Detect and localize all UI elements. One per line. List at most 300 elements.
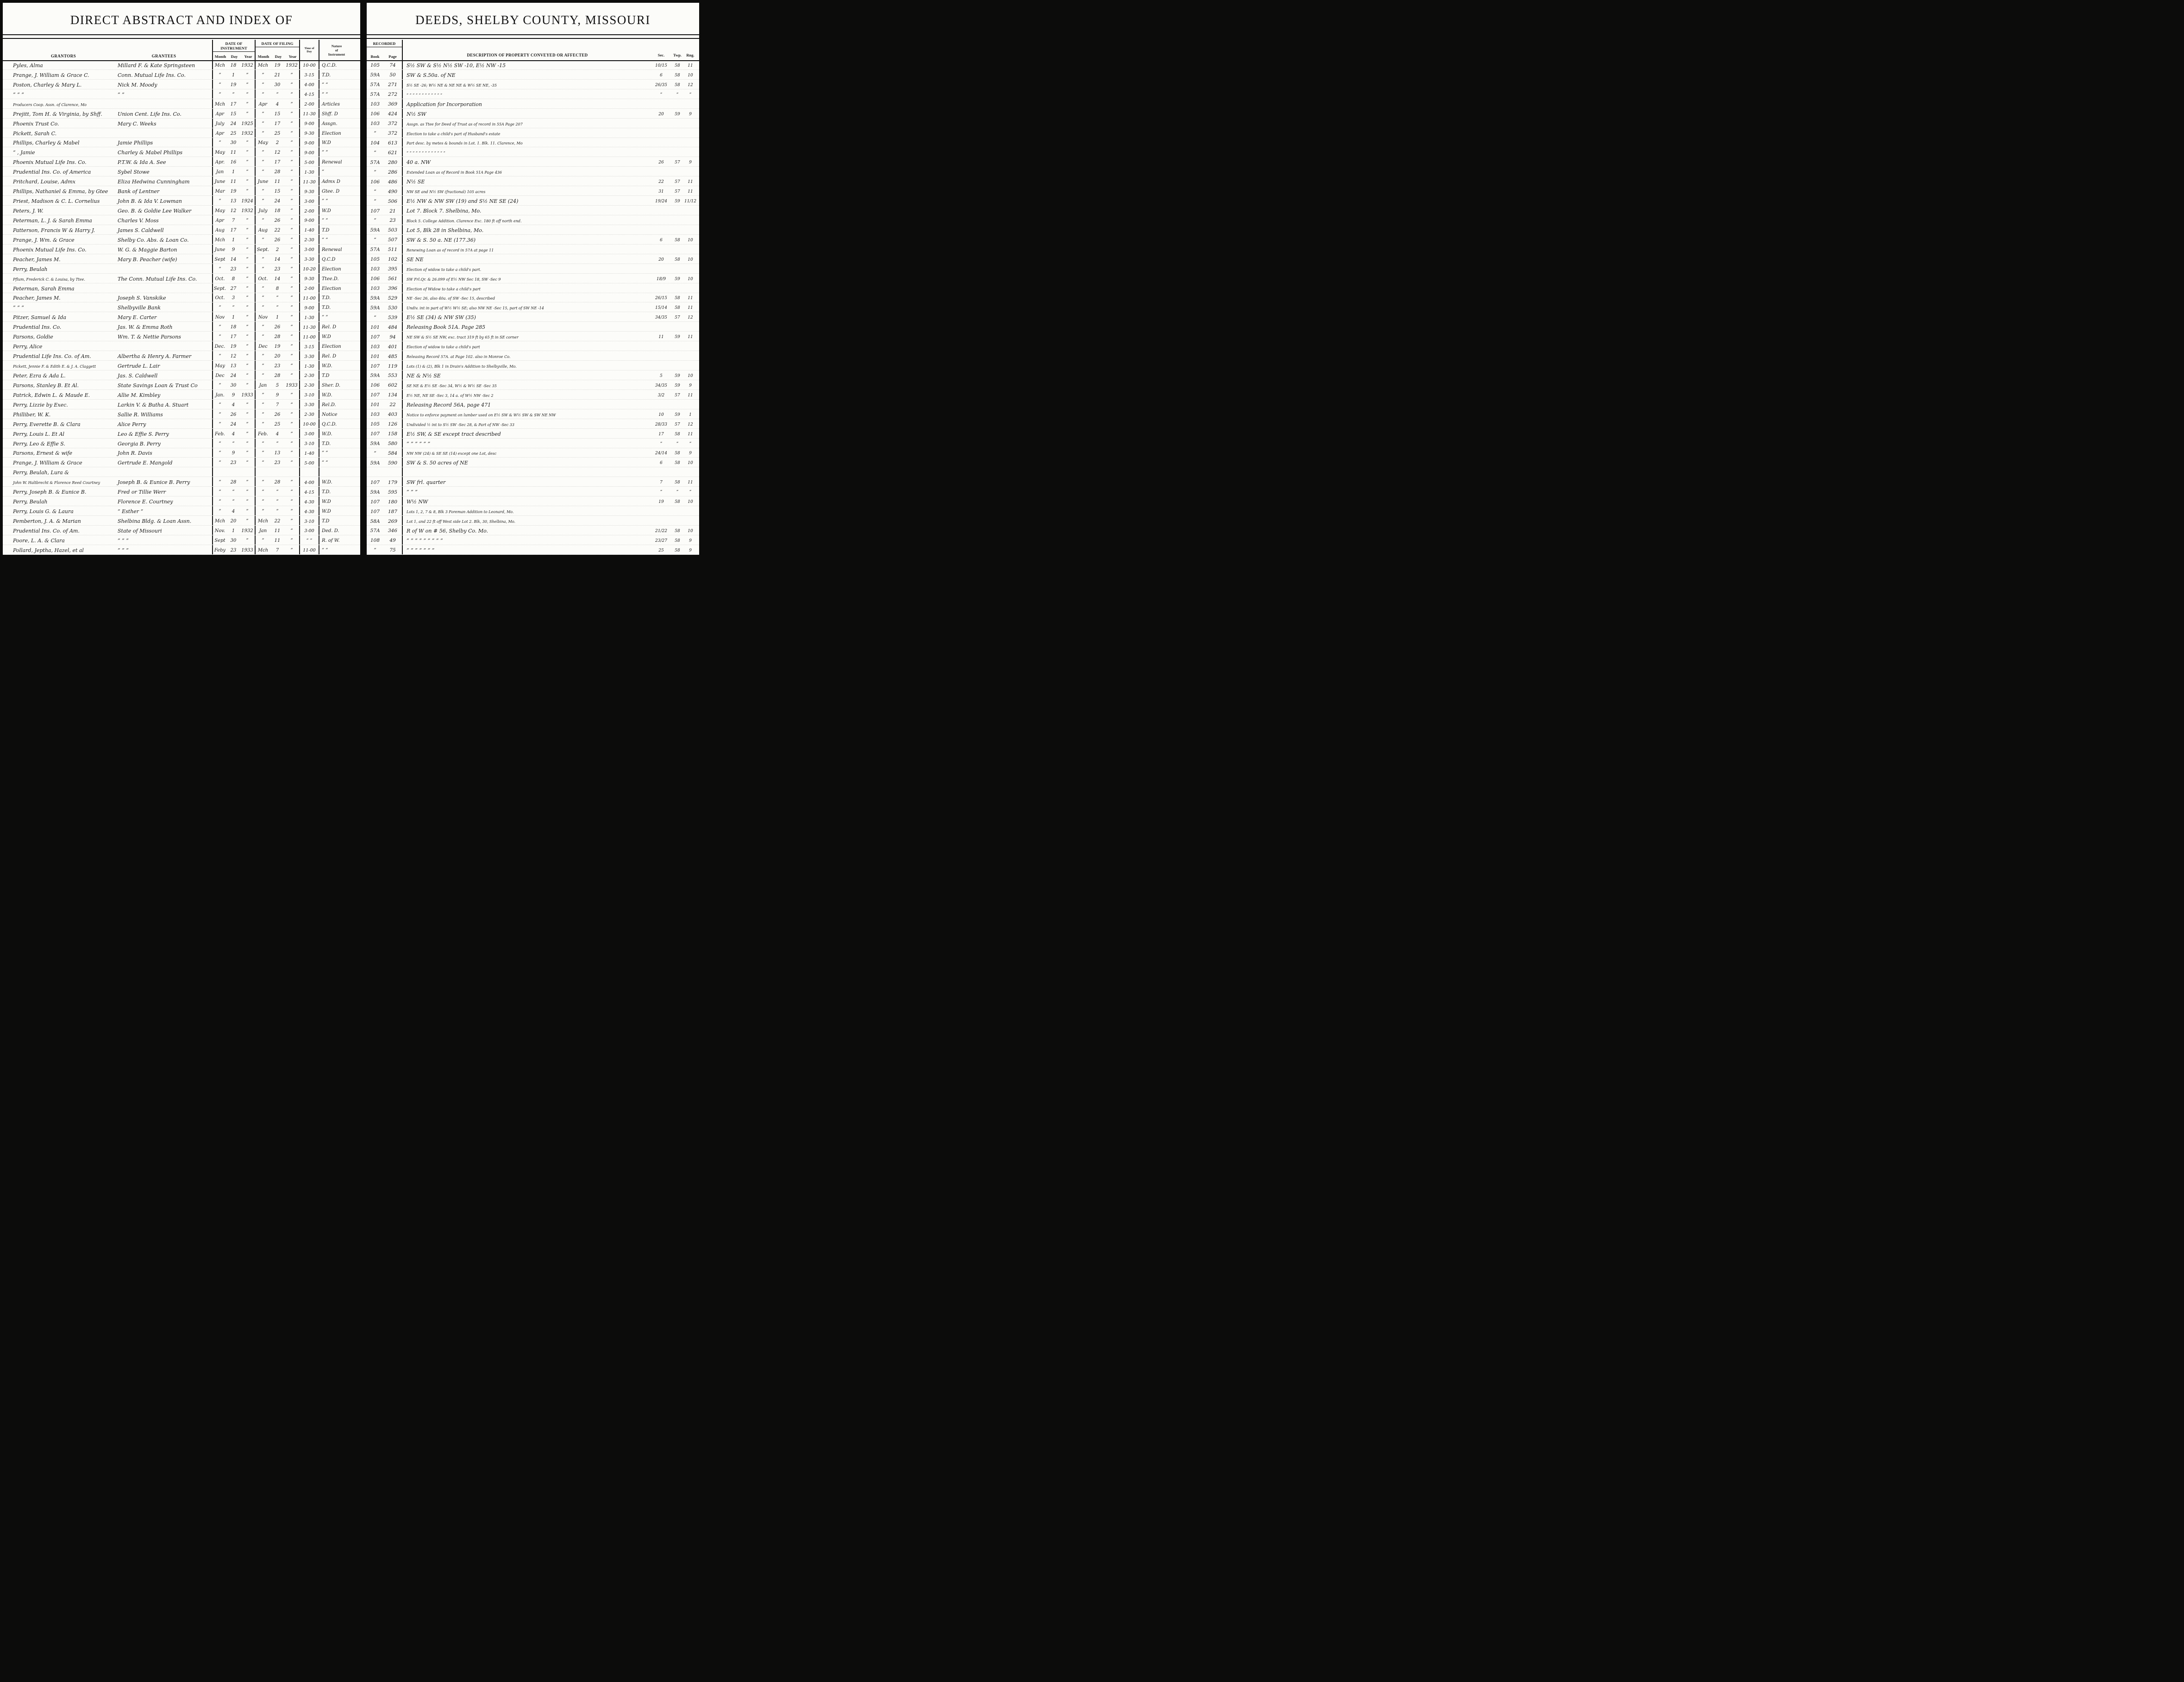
description-cell: S½ SW & S½ N½ SW -10, E½ NW -15 (402, 60, 652, 69)
instrument-month-cell: ” (212, 351, 227, 360)
rng-cell: 10 (688, 373, 693, 378)
nature-cell: ” (319, 167, 354, 176)
description-cell: ” ” ” (402, 487, 652, 496)
instrument-day-cell: ” (232, 499, 235, 505)
description-cell: Undiv. int in part of W½ W½ SE; also NW NE -Sec 15, part of SW NE -14 (402, 302, 652, 312)
rng-cell: 10 (688, 257, 693, 262)
grantors-cell: Pritchard, Louise, Admx (13, 179, 75, 185)
twp-cell: 58 (675, 73, 680, 78)
time-of-day-cell: 11-00 (299, 545, 319, 554)
twp-header: Twp. (673, 53, 682, 57)
instrument-year-cell: ” (246, 364, 249, 369)
instrument-month-cell: ” (212, 458, 227, 467)
ledger-row-right (367, 176, 699, 186)
filing-month-cell: ” (255, 167, 270, 176)
grantors-cell: Peacher, James M. (13, 256, 61, 263)
filing-day-cell: 28 (274, 169, 281, 175)
grantors-cell: Phillips, Charley & Mabel (13, 140, 80, 146)
filing-day-cell: 1 (275, 315, 279, 320)
filing-year-label: Year (288, 54, 297, 59)
instrument-year-cell: ” (246, 179, 249, 185)
filing-year-cell: ” (290, 237, 293, 243)
ledger-row-right (367, 390, 699, 400)
book-cell: 57A (370, 528, 380, 534)
filing-year-cell: ” (290, 121, 293, 126)
time-of-day-cell: 9-30 (299, 274, 319, 283)
nature-cell: T.D. (319, 439, 354, 448)
book-cell (367, 467, 383, 477)
rng-cell (684, 119, 696, 128)
instrument-year-cell: 1932 (241, 528, 253, 533)
time-of-day-cell: 2-30 (299, 380, 319, 389)
page-cell: 158 (388, 431, 398, 437)
page-cell: 102 (388, 257, 398, 263)
ledger-row-right (367, 128, 699, 138)
grantees-cell: Charley & Mabel Phillips (118, 150, 182, 156)
grantees-cell: John R. Davis (118, 450, 152, 457)
instrument-day-cell: 20 (230, 519, 237, 524)
nature-cell: Renewal (319, 157, 354, 166)
filing-month-cell: ” (255, 109, 270, 118)
instrument-day-cell: 12 (230, 208, 237, 213)
rng-header: Rng. (686, 53, 695, 57)
description-cell: SW & S. 50 a. NE (177.36) (402, 235, 652, 244)
filing-day-cell: ” (276, 509, 279, 515)
instrument-month-cell: ” (212, 196, 227, 205)
time-of-day-cell: 1-40 (299, 448, 319, 458)
ledger-row-left (3, 157, 360, 167)
grantees-cell: Millard F. & Kate Springsteen (118, 62, 195, 69)
nature-cell: W.D. (319, 429, 354, 438)
time-of-day-cell: 3-15 (299, 70, 319, 79)
filing-day-cell: 26 (274, 218, 281, 223)
nature-cell: Sher. D. (319, 380, 354, 389)
ledger-row-right (367, 477, 699, 487)
sec-cell (652, 361, 670, 370)
rng-cell: 12 (688, 315, 693, 320)
time-of-day-cell: 11-30 (299, 109, 319, 118)
time-of-day-cell: 3-00 (299, 245, 319, 254)
grantees-cell: Gertrude E. Mangold (118, 460, 173, 466)
description-cell: E½ NW & NW SW (19) and S½ NE SE (24) (402, 196, 652, 205)
nature-header (319, 40, 354, 60)
grantors-cell: Perry, Beulah (13, 266, 48, 272)
instrument-day-cell: 7 (232, 218, 235, 223)
grantors-cell: Poston, Charley & Mary L. (13, 82, 82, 88)
book-cell: 107 (370, 499, 380, 505)
book-cell: 104 (370, 140, 380, 146)
ledger-row-right (367, 196, 699, 206)
sec-cell: ” (660, 490, 663, 495)
grantors-cell: Perry, Alice (13, 344, 43, 350)
grantors-cell: Prudential Ins. Co. of Am. (13, 527, 80, 534)
ledger-row-right (367, 264, 699, 274)
instrument-month-cell: ” (212, 89, 227, 99)
book-cell: ” (374, 169, 376, 175)
nature-cell: Ded. D. (319, 526, 354, 535)
instrument-month-cell: Aug (212, 225, 227, 234)
description-cell: E½ SW, & SE except tract described (402, 429, 652, 438)
grantees-cell: Larkin V. & Butha A. Stuart (118, 402, 189, 408)
twp-cell: 58 (675, 257, 680, 262)
grantees-cell: State Savings Loan & Trust Co (118, 382, 198, 389)
instrument-month-cell: Sept (212, 254, 227, 264)
time-of-day-cell: 4-00 (299, 80, 319, 89)
instrument-day-cell: 4 (232, 509, 235, 515)
title-rule-bottom-r (367, 38, 699, 39)
filing-day-cell: 15 (274, 189, 281, 195)
left-rows (3, 60, 360, 555)
instrument-year-cell: ” (246, 72, 249, 78)
nature-cell: T.D (319, 225, 354, 234)
grantees-cell: Bank of Lentner (118, 188, 160, 195)
rng-cell (684, 128, 696, 138)
filing-year-cell: ” (290, 325, 293, 330)
instrument-year-cell: ” (246, 140, 249, 146)
filing-year-cell: ” (290, 315, 293, 320)
ledger-row-right (367, 206, 699, 215)
nature-cell: ” ” (319, 80, 354, 89)
filing-day-cell: 15 (274, 111, 281, 117)
description-cell: S½ SE -26; W½ NE & NE NE & W½ SE NE, -35 (402, 80, 652, 89)
ledger-row-right (367, 215, 699, 225)
ledger-row-left (3, 70, 360, 80)
twp-cell: 59 (675, 335, 680, 340)
filing-month-cell: ” (255, 147, 270, 157)
sec-cell: 34/35 (655, 315, 667, 320)
grantees-cell (116, 341, 212, 351)
time-of-day-cell: 4-00 (299, 477, 319, 486)
nature-cell: ” ” (319, 448, 354, 458)
instrument-day-cell: 19 (230, 344, 237, 350)
ledger-row-right (367, 439, 699, 448)
grantees-cell: ” ” ” (118, 547, 129, 553)
ledger-row-left (3, 467, 360, 477)
instrument-day-cell: 23 (230, 266, 237, 272)
filing-year-cell: ” (290, 334, 293, 340)
ledger-row-right (367, 157, 699, 167)
grantors-cell: Pyles, Alma (13, 62, 43, 69)
title-rule-bottom (3, 38, 360, 39)
recorded-label: RECORDED (367, 40, 402, 47)
nature-cell: T.D. (319, 302, 354, 312)
page-cell (383, 467, 402, 477)
grantors-cell: ” ” ” (13, 305, 24, 311)
filing-month-cell: Nov (255, 312, 270, 321)
instrument-day-cell: 11 (230, 179, 237, 185)
nature-cell: Articles (319, 99, 354, 108)
instrument-year-cell: 1933 (241, 547, 253, 553)
filing-month-cell: ” (255, 409, 270, 419)
ledger-row-right (367, 245, 699, 254)
description-cell: ” ” ” ” ” ” ” (402, 545, 652, 554)
instrument-year-cell: ” (246, 305, 249, 311)
twp-cell (670, 341, 684, 351)
instrument-day-cell: 3 (232, 295, 235, 301)
book-cell: 106 (370, 383, 380, 389)
nature-cell: W.D (319, 138, 354, 147)
date-of-instrument-label: DATE OF INSTRUMENT (213, 40, 255, 52)
grantors-cell: Peters, J. W. (13, 208, 44, 214)
nature-cell: ” ” (319, 196, 354, 205)
sec-cell (652, 516, 670, 525)
book-cell: 57A (370, 247, 380, 253)
grantees-cell: James S. Caldwell (118, 227, 164, 233)
filing-year-cell: ” (290, 499, 293, 505)
ledger-row-left (3, 283, 360, 293)
twp-cell: 58 (675, 451, 680, 456)
grantors-cell: Peacher, James M. (13, 295, 61, 301)
filing-year-cell: ” (290, 305, 293, 311)
filing-year-cell: ” (290, 179, 293, 185)
instrument-year-cell: ” (246, 227, 249, 233)
filing-month-cell: ” (255, 390, 270, 399)
nature-cell: ” ” (319, 545, 354, 554)
instrument-day-cell: 16 (230, 160, 237, 165)
grantors-cell: Perry, Louis L. Et Al (13, 431, 65, 437)
grantors-cell: Prejitt, Tom H. & Virginia, by Shff. (13, 111, 102, 117)
filing-month-cell: ” (255, 496, 270, 506)
rng-cell (684, 167, 696, 176)
sec-cell (652, 99, 670, 108)
grantors-cell: Patrick, Edwin L. & Maude E. (13, 392, 90, 398)
ledger-row-right (367, 109, 699, 119)
sec-cell (652, 506, 670, 515)
nature-cell: Rel. D (319, 322, 354, 331)
nature-cell: W.D. (319, 477, 354, 486)
instrument-day-cell: 23 (230, 547, 237, 553)
filing-year-cell: ” (290, 286, 293, 291)
ledger-row-left (3, 477, 360, 487)
page-label: Page (388, 54, 397, 59)
grantors-cell: Peterman, L. J. & Sarah Emma (13, 217, 92, 224)
nature-cell: ” ” (319, 89, 354, 99)
description-cell: Election of widow to take a child's part (402, 341, 652, 351)
page-cell: 23 (389, 218, 396, 224)
page-cell: 613 (388, 140, 398, 146)
twp-cell (670, 322, 684, 331)
filing-month-cell: ” (255, 477, 270, 486)
filing-year-cell: ” (290, 131, 293, 136)
ledger-row-right (367, 302, 699, 312)
nature-cell: Renewal (319, 245, 354, 254)
sec-cell (652, 245, 670, 254)
filing-month-cell: ” (255, 400, 270, 409)
grantors-cell: Pemberton, J. A. & Marian (13, 518, 81, 524)
page-cell: 21 (389, 208, 396, 214)
rng-cell: 12 (688, 422, 693, 427)
filing-year-cell: ” (290, 257, 293, 262)
ledger-row-right (367, 419, 699, 429)
filing-month-cell: Sept. (255, 245, 270, 254)
description-cell: N½ SW (402, 109, 652, 118)
ledger-row-left (3, 215, 360, 225)
ledger-row-left (3, 206, 360, 215)
instrument-year-cell: ” (246, 412, 249, 417)
time-of-day-header (299, 40, 319, 60)
rng-cell: 9 (689, 538, 692, 543)
twp-cell (670, 245, 684, 254)
grantees-cell (116, 128, 212, 138)
nature-cell: ” ” (319, 235, 354, 244)
sec-cell (652, 322, 670, 331)
filing-year-cell: ” (290, 364, 293, 369)
description-cell: Election of widow to take a child's part. (402, 264, 652, 273)
instrument-day-cell: 25 (230, 131, 237, 136)
time-of-day-cell: 2-00 (299, 206, 319, 215)
ledger-row-right (367, 60, 699, 70)
time-of-day-cell: 1-40 (299, 225, 319, 234)
grantors-cell: Perry, Lizzie by Exec. (13, 402, 68, 408)
sec-cell: 24/14 (655, 451, 667, 456)
ledger-row-left (3, 245, 360, 254)
grantors-cell: Philliber, W. K. (13, 411, 51, 418)
nature-cell: T.D. (319, 293, 354, 302)
book-cell: 59A (370, 227, 380, 233)
instrument-day-cell: 19 (230, 82, 237, 88)
ledger-row-right (367, 332, 699, 341)
sec-cell (652, 206, 670, 215)
book-cell: 107 (370, 479, 380, 485)
filing-month-cell: ” (255, 487, 270, 496)
ledger-row-left (3, 400, 360, 409)
filing-year-cell: ” (290, 528, 293, 533)
book-cell: 59A (370, 460, 380, 466)
ledger-row-right (367, 506, 699, 516)
instrument-day-cell: 4 (232, 402, 235, 408)
time-of-day-cell: 3-10 (299, 516, 319, 525)
time-of-day-line1: Time of (304, 46, 314, 50)
description-cell: ” ” ” ” ” ” (402, 439, 652, 448)
time-of-day-cell: 5-00 (299, 157, 319, 166)
grantees-cell: Georgia B. Perry (118, 440, 161, 447)
page-cell: 511 (388, 247, 398, 253)
instrument-year-cell: 1933 (241, 392, 253, 398)
left-table-header (3, 40, 360, 61)
filing-day-cell: ” (276, 92, 279, 97)
nature-cell (319, 467, 354, 477)
ledger-row-right (367, 274, 699, 283)
time-of-day-line2: Day (307, 50, 312, 53)
rng-cell (684, 400, 696, 409)
grantees-cell: Eliza Hedwina Cunningham (118, 179, 190, 185)
sec-cell: 10/15 (655, 63, 667, 68)
filing-year-cell: ” (290, 373, 293, 378)
instrument-day-cell: 27 (230, 286, 237, 291)
twp-cell: 58 (675, 500, 680, 505)
page-cell: 372 (388, 131, 398, 136)
time-of-day-cell: 2-00 (299, 283, 319, 293)
filing-day-cell: 28 (274, 334, 281, 340)
rng-cell: 10 (688, 528, 693, 533)
grantees-cell: Wm. T. & Nettie Parsons (118, 334, 181, 340)
twp-cell: 57 (675, 393, 680, 398)
time-of-day-cell: 4-30 (299, 506, 319, 515)
page-mark: 1 (368, 542, 372, 549)
filing-month-cell: ” (255, 215, 270, 225)
description-cell: Election to take a child's part of Husband's estate (402, 128, 652, 138)
grantors-cell: Pickett, Sarah C. (13, 130, 57, 137)
page-cell: 484 (388, 324, 398, 330)
book-cell: 59A (370, 295, 380, 301)
right-table-header (367, 40, 699, 61)
filing-month-label: Month (257, 54, 269, 59)
grantors-cell: Perry, Beulah, Lura & (13, 470, 69, 476)
filing-month-cell: ” (255, 254, 270, 264)
description-cell: Lot 1, and 22 ft off West side Lot 2. Blk, 30, Shelbina, Mo. (402, 516, 652, 525)
page-cell: 180 (388, 499, 398, 505)
instrument-day-cell: 24 (230, 421, 237, 427)
filing-month-cell: June (255, 176, 270, 186)
instrument-month-cell: ” (212, 264, 227, 273)
description-cell: Election of Widow to take a child's part (402, 283, 652, 293)
twp-cell: 57 (675, 189, 680, 195)
book-cell: 107 (370, 431, 380, 437)
book-cell: 103 (370, 344, 380, 350)
book-cell: ” (374, 198, 376, 204)
sec-cell: 26/35 (655, 82, 667, 88)
description-cell: Notice to enforce payment on lumber used on E½ SW & W½ SW & SW NE NW (402, 409, 652, 419)
instrument-month-cell: Jan. (212, 390, 227, 399)
book-cell: 101 (370, 353, 380, 359)
time-of-day-cell: 10-20 (299, 264, 319, 273)
filing-year-cell: 1932 (286, 63, 298, 68)
twp-cell (670, 506, 684, 515)
instrument-month-cell: May (212, 147, 227, 157)
ledger-row-left (3, 235, 360, 245)
book-cell: 59A (370, 373, 380, 379)
book-cell: 108 (370, 538, 380, 544)
grantees-cell: Florence E. Courtney (118, 499, 173, 505)
instrument-day-cell: 17 (230, 334, 237, 340)
filing-year-cell: ” (290, 199, 293, 204)
twp-cell: 58 (675, 306, 680, 311)
page-cell: 507 (388, 237, 398, 243)
time-of-day-cell: 4-15 (299, 89, 319, 99)
nature-cell: ” ” (319, 312, 354, 321)
title-rule-top-r (367, 34, 699, 35)
filing-month-cell: ” (255, 70, 270, 79)
filing-year-cell: ” (290, 344, 293, 350)
book-cell: 107 (370, 363, 380, 369)
instrument-day-cell (227, 467, 240, 477)
book-cell: 105 (370, 257, 380, 263)
instrument-month-cell: ” (212, 138, 227, 147)
sec-cell (652, 341, 670, 351)
grantors-cell: Peterman, Sarah Emma (13, 285, 75, 292)
instrument-month-cell: Sept (212, 535, 227, 545)
grantees-cell: Shelby Co. Abs. & Loan Co. (118, 237, 189, 243)
instrument-month-label: Month (214, 54, 226, 59)
time-of-day-cell: 3-00 (299, 429, 319, 438)
grantors-cell: Perry, Everette B. & Clara (13, 421, 81, 427)
page-cell: 75 (389, 547, 396, 553)
ledger-row-right (367, 351, 699, 361)
grantees-cell: P.T.W. & Ida A. See (118, 159, 166, 166)
description-cell: Block 5. College Addition. Clarence Exc. 180 ft off north end. (402, 215, 652, 225)
filing-year-cell: ” (290, 490, 293, 495)
time-of-day-cell: 9-30 (299, 186, 319, 195)
filing-day-cell: 5 (275, 383, 279, 388)
ledger-row-left (3, 274, 360, 283)
ledger-row-left (3, 516, 360, 526)
twp-cell: 57 (675, 180, 680, 185)
instrument-year-cell: 1925 (241, 121, 253, 126)
time-of-day-cell: 5-00 (299, 458, 319, 467)
instrument-month-cell: ” (212, 439, 227, 448)
ledger-row-right (367, 80, 699, 89)
sec-cell: 11 (658, 335, 664, 340)
